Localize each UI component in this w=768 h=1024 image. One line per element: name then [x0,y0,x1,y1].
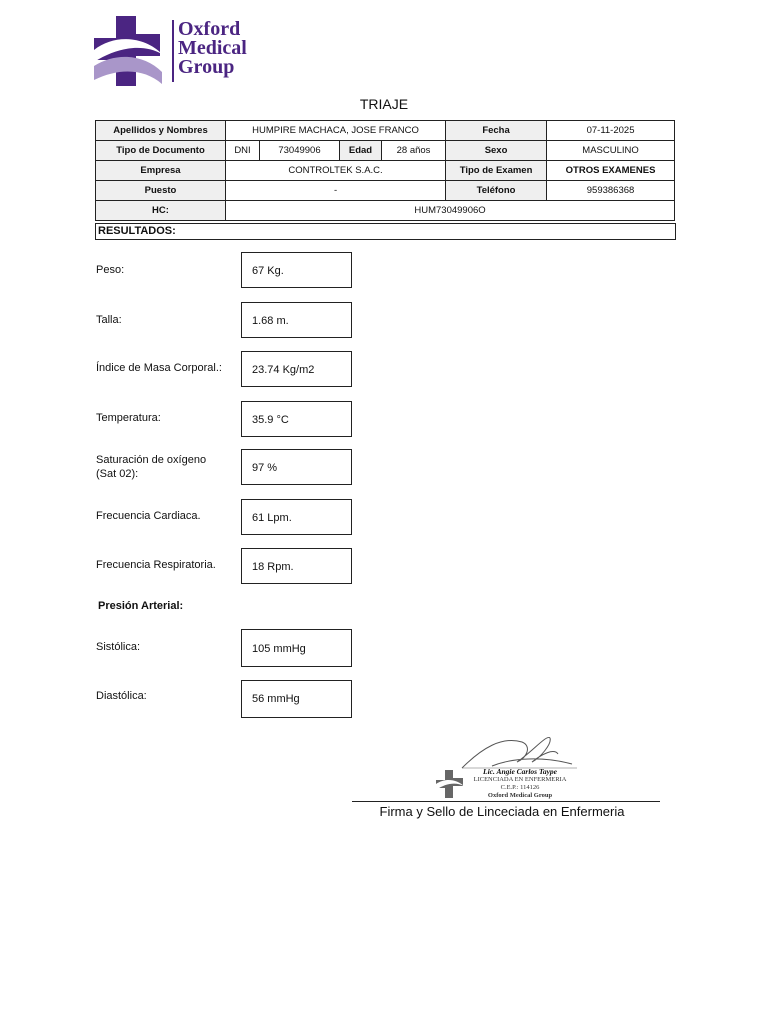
stamp-nurse-name: Lic. Angie Carlos Taype [482,767,558,776]
stamp-org: Oxford Medical Group [487,792,553,799]
company: CONTROLTEK S.A.C. [226,161,446,181]
systolic-label: Sistólica: [96,641,141,653]
patient-sex: MASCULINO [547,141,675,161]
signature-caption: Firma y Sello de Linceciada en Enfermeria [379,804,625,819]
bmi-label: Índice de Masa Corporal.: [96,362,222,374]
exam-date: 07-11-2025 [547,121,675,141]
phone-label: Teléfono [446,181,547,201]
patient-age: 28 años [382,141,446,161]
temperature-label: Temperatura: [96,412,161,424]
weight-value: 67 Kg. [241,252,352,288]
hc-number: HUM73049906O [226,201,675,221]
doc-type: DNI [226,141,260,161]
hc-label: HC: [96,201,226,221]
page-title: TRIAJE [359,96,409,112]
results-heading: RESULTADOS: [95,223,676,240]
systolic-value: 105 mmHg [241,629,352,667]
height-label: Talla: [96,314,122,326]
patient-name: HUMPIRE MACHACA, JOSE FRANCO [226,121,446,141]
brand-name: Oxford Medical Group [178,18,247,78]
exam-type: OTROS EXAMENES [547,161,675,181]
doc-type-label: Tipo de Documento [96,141,226,161]
height-value: 1.68 m. [241,302,352,338]
respiratory-rate-label: Frecuencia Respiratoria. [96,559,216,571]
stamp-title: LICENCIADA EN ENFERMERIA [473,776,567,783]
diastolic-value: 56 mmHg [241,680,352,718]
patient-info-table [95,120,675,221]
job-position: - [226,181,446,201]
position-label: Puesto [96,181,226,201]
name-label: Apellidos y Nombres [96,121,226,141]
stamp-cep: C.E.P.: 114126 [500,784,540,791]
age-label: Edad [340,141,382,161]
heart-rate-label: Frecuencia Cardiaca. [96,510,201,522]
blood-pressure-heading: Presión Arterial: [98,600,184,612]
signature-line [352,801,660,802]
sex-label: Sexo [446,141,547,161]
doc-number: 73049906 [260,141,340,161]
company-label: Empresa [96,161,226,181]
bmi-value: 23.74 Kg/m2 [241,351,352,387]
weight-label: Peso: [96,264,125,276]
date-label: Fecha [446,121,547,141]
heart-rate-value: 61 Lpm. [241,499,352,535]
oxygen-saturation-label: Saturación de oxígeno (Sat 02): [96,454,207,480]
respiratory-rate-value: 18 Rpm. [241,548,352,584]
diastolic-label: Diastólica: [96,690,147,702]
oxygen-saturation-value: 97 % [241,449,352,485]
exam-type-label: Tipo de Examen [446,161,547,181]
temperature-value: 35.9 °C [241,401,352,437]
phone: 959386368 [547,181,675,201]
